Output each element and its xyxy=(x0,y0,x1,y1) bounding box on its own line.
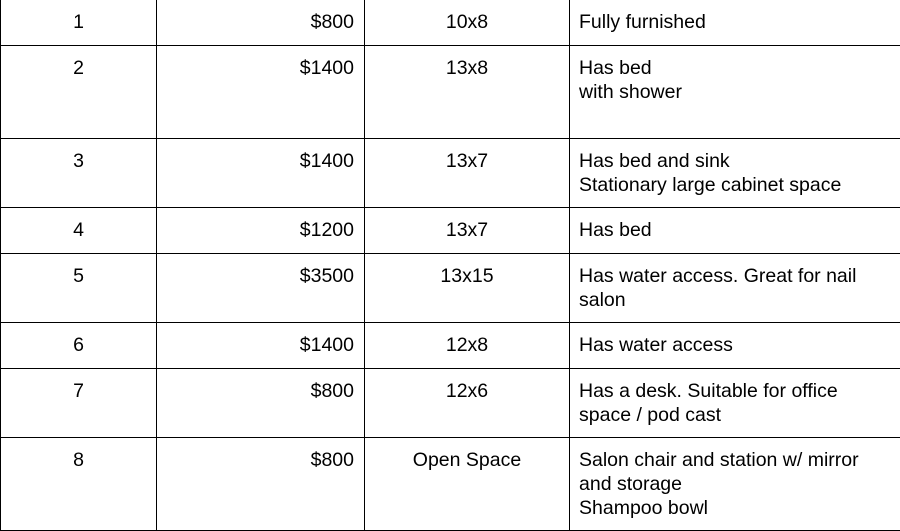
unit-size: 13x8 xyxy=(365,46,570,139)
unit-description xyxy=(570,254,900,323)
unit-size: 13x15 xyxy=(365,254,570,323)
unit-price: $1200 xyxy=(157,208,365,254)
table-row xyxy=(1,139,900,208)
unit-price: $1400 xyxy=(157,139,365,208)
description-line: and storage xyxy=(579,472,897,496)
description-line: Has a desk. Suitable for office xyxy=(579,379,897,403)
unit-description xyxy=(570,438,900,531)
unit-size: Open Space xyxy=(365,438,570,531)
unit-size: 13x7 xyxy=(365,139,570,208)
unit-size: 10x8 xyxy=(365,0,570,46)
description-line: Has water access. Great for nail xyxy=(579,264,897,288)
unit-description xyxy=(570,369,900,438)
unit-price: $800 xyxy=(157,438,365,531)
unit-price: $1400 xyxy=(157,323,365,369)
description-line: Shampoo bowl xyxy=(579,496,897,520)
unit-number: 6 xyxy=(1,323,157,369)
unit-description xyxy=(570,46,900,139)
unit-price: $800 xyxy=(157,369,365,438)
unit-price: $3500 xyxy=(157,254,365,323)
description-line: space / pod cast xyxy=(579,403,897,427)
description-line: Has water access xyxy=(579,333,897,357)
table-row xyxy=(1,438,900,531)
unit-size: 12x6 xyxy=(365,369,570,438)
unit-size: 12x8 xyxy=(365,323,570,369)
table-row xyxy=(1,0,900,46)
table-row xyxy=(1,323,900,369)
description-line: Has bed and sink xyxy=(579,149,897,173)
unit-price: $800 xyxy=(157,0,365,46)
unit-number: 2 xyxy=(1,46,157,139)
description-line: with shower xyxy=(579,80,897,104)
unit-number: 8 xyxy=(1,438,157,531)
table-row xyxy=(1,369,900,438)
description-line: Salon chair and station w/ mirror xyxy=(579,448,897,472)
description-line: Has bed xyxy=(579,218,897,242)
table-row xyxy=(1,46,900,139)
table-row xyxy=(1,254,900,323)
unit-price: $1400 xyxy=(157,46,365,139)
unit-number: 1 xyxy=(1,0,157,46)
table-row xyxy=(1,208,900,254)
description-line: Stationary large cabinet space xyxy=(579,173,897,197)
unit-number: 3 xyxy=(1,139,157,208)
unit-number: 5 xyxy=(1,254,157,323)
description-line: salon xyxy=(579,288,897,312)
unit-size: 13x7 xyxy=(365,208,570,254)
unit-number: 7 xyxy=(1,369,157,438)
unit-description xyxy=(570,208,900,254)
unit-description xyxy=(570,0,900,46)
unit-number: 4 xyxy=(1,208,157,254)
unit-description xyxy=(570,139,900,208)
unit-description xyxy=(570,323,900,369)
description-line: Has bed xyxy=(579,56,897,80)
description-line: Fully furnished xyxy=(579,10,897,34)
